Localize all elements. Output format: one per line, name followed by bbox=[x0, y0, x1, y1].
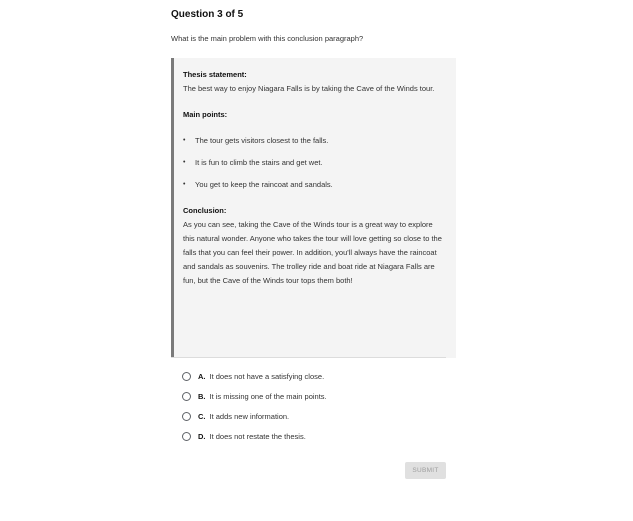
choice-b[interactable] bbox=[182, 390, 446, 402]
question-number: Question 3 of 5 bbox=[171, 9, 244, 20]
bullet-icon: • bbox=[183, 137, 186, 144]
thesis-text: The best way to enjoy Niagara Falls is by taking the Cave of the Winds tour. bbox=[183, 84, 435, 93]
question-prompt: What is the main problem with this conclusion paragraph? bbox=[171, 34, 364, 43]
choice-text: It adds new information. bbox=[209, 411, 290, 421]
choice-letter: D. bbox=[198, 431, 206, 441]
choice-text: It does not have a satisfying close. bbox=[209, 371, 325, 381]
choice-letter: B. bbox=[198, 391, 206, 401]
main-point-item bbox=[183, 158, 446, 168]
conclusion-heading: Conclusion: bbox=[183, 206, 227, 215]
main-point-text: You get to keep the raincoat and sandals. bbox=[195, 180, 333, 189]
submit-button[interactable]: SUBMIT bbox=[405, 462, 446, 479]
main-points-heading: Main points: bbox=[183, 110, 228, 119]
choice-d[interactable] bbox=[182, 430, 446, 442]
main-points-list bbox=[183, 136, 446, 190]
choice-letter: A. bbox=[198, 371, 206, 381]
choice-text: It is missing one of the main points. bbox=[209, 391, 327, 401]
radio-button-a[interactable] bbox=[182, 372, 191, 381]
choice-a[interactable] bbox=[182, 370, 446, 382]
bullet-icon: • bbox=[183, 159, 186, 166]
thesis-heading: Thesis statement: bbox=[183, 70, 247, 79]
choice-text: It does not restate the thesis. bbox=[209, 431, 306, 441]
radio-button-b[interactable] bbox=[182, 392, 191, 401]
radio-button-d[interactable] bbox=[182, 432, 191, 441]
passage-box bbox=[171, 58, 456, 358]
answer-choices bbox=[182, 370, 446, 450]
radio-button-c[interactable] bbox=[182, 412, 191, 421]
choice-letter: C. bbox=[198, 411, 206, 421]
divider bbox=[171, 357, 446, 358]
main-point-item bbox=[183, 136, 446, 146]
main-point-text: The tour gets visitors closest to the falls. bbox=[195, 136, 329, 145]
main-point-text: It is fun to climb the stairs and get wet. bbox=[195, 158, 323, 167]
conclusion-text: As you can see, taking the Cave of the Winds tour is a great way to explore this natural wonder. Anyone who takes the tour will love getting so close to the falls that you can feel their power. In addition, you'll always have the raincoat and sandals as souvenirs. The trolley ride and boat ride at Niagara Falls are fun, but the Cave of the Winds tour tops them both! bbox=[183, 220, 442, 285]
main-point-item bbox=[183, 180, 446, 190]
bullet-icon: • bbox=[183, 181, 186, 188]
choice-c[interactable] bbox=[182, 410, 446, 422]
